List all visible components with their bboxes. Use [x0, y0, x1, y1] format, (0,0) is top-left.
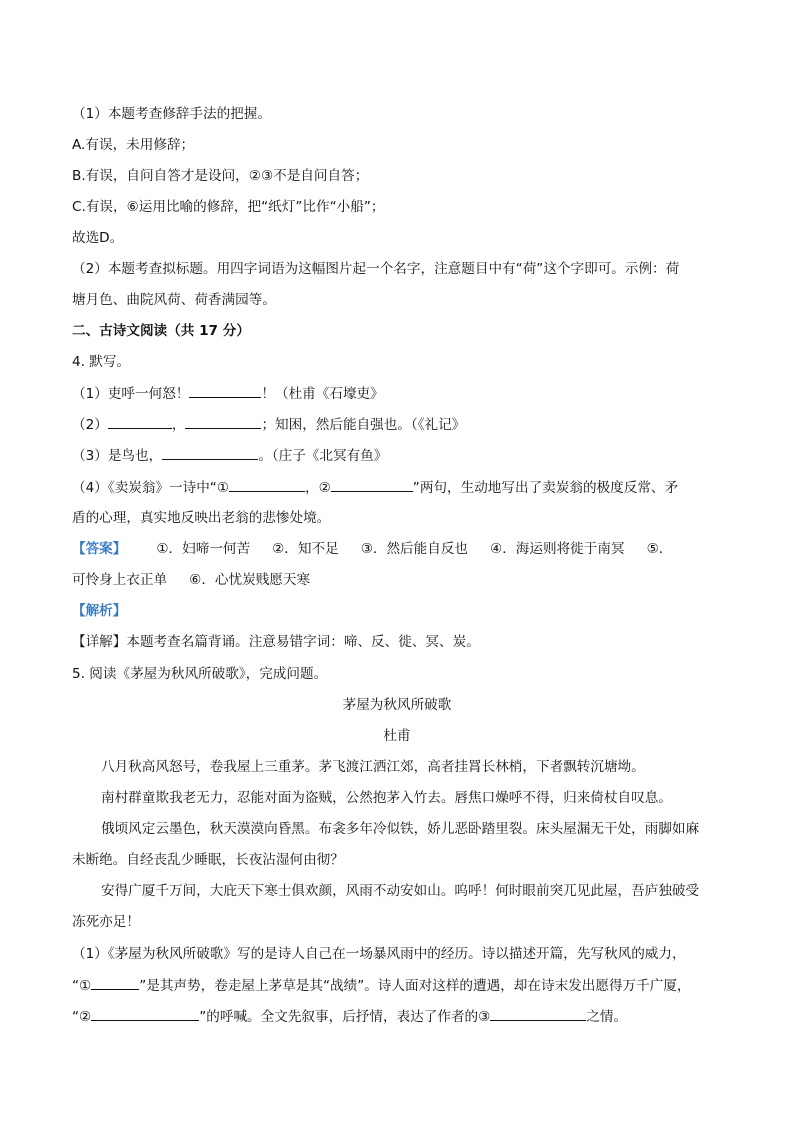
- q4-item1: [72, 383, 384, 404]
- q3-option-b: B.有误，自问自答才是设问，②③不是自问自答；: [72, 168, 369, 184]
- answer-item: ②．知不足: [272, 541, 339, 557]
- answer-blank[interactable]: [490, 1006, 586, 1021]
- poem-paragraph-2: 南村群童欺我老无力，忍能对面为盗贼，公然抱茅入竹去。唇焦口燥呼不得，归来倚杖自叹息。: [101, 790, 672, 806]
- q4-item4-pre: （4）《卖炭翁》一诗中“①: [72, 480, 230, 496]
- answer-item: ④．海运则将徙于南冥: [490, 541, 625, 557]
- q5-sub1-line3-pre: “②: [72, 1009, 92, 1025]
- q4-title: 4. 默写。: [72, 354, 131, 370]
- answer-blank[interactable]: [108, 414, 172, 429]
- answer-blank[interactable]: [331, 477, 413, 492]
- q4-item4-line2: 盾的心理，真实地反映出老翁的悲惨处境。: [72, 510, 331, 526]
- section-heading: 二、古诗文阅读（共 17 分）: [72, 323, 250, 339]
- q4-item2: [72, 414, 465, 435]
- q5-title: 5. 阅读《茅屋为秋风所破歌》，完成问题。: [72, 666, 328, 682]
- answer-item: ⑥．心忧炭贱愿天寒: [189, 572, 311, 588]
- q4-item4: [72, 477, 678, 498]
- q3-option-a: A.有误，未用修辞；: [72, 137, 195, 153]
- q4-item3-post: 。（庄子《北冥有鱼》: [258, 448, 388, 464]
- q4-item4-post: ”两句，生动地写出了卖炭翁的极度反常、矛: [412, 480, 679, 496]
- q5-sub1-line2-post: ”是其声势，卷走屋上茅草是其“战绩”。诗人面对这样的遭遇，却在诗末发出愿得万千广厦，: [139, 978, 691, 994]
- answer-item: ⑤．: [646, 541, 673, 557]
- q4-item1-pre: （1）吏呼一何怒！: [72, 386, 190, 402]
- answer-blank[interactable]: [162, 445, 258, 460]
- q5-sub1-line3: [72, 1006, 627, 1027]
- answer-blank[interactable]: [185, 414, 261, 429]
- answer-item: ③．然后能自反也: [360, 541, 469, 557]
- poem-paragraph-4-line2: 冻死亦足！: [72, 914, 140, 930]
- q5-sub1-line3-post: 之情。: [586, 1009, 628, 1025]
- answer-blank[interactable]: [189, 383, 261, 398]
- poem-paragraph-1: 八月秋高风怒号，卷我屋上三重茅。茅飞渡江洒江郊，高者挂罥长林梢，下者飘转沉塘坳。: [101, 759, 645, 775]
- answers-line1: [72, 539, 672, 559]
- q3-part2-line1: （2）本题考查拟标题。用四字词语为这幅图片起一个名字，注意题目中有“荷”这个字即可。示例：荷: [72, 261, 680, 277]
- q4-item4-mid: ，②: [305, 480, 331, 496]
- q4-item1-post: ！（杜甫《石壕吏》: [261, 386, 384, 402]
- poem-paragraph-3-line1: 俄顷风定云墨色，秋天漠漠向昏黑。布衾多年冷似铁，娇儿恶卧踏里裂。床头屋漏无干处，雨脚如麻: [101, 821, 700, 837]
- q4-item2-pre: （2）: [72, 417, 108, 433]
- q4-item2-mid: ，: [171, 417, 186, 433]
- q3-option-c: C.有误，⑥运用比喻的修辞，把“纸灯”比作“小船”；: [72, 199, 385, 215]
- answer-blank[interactable]: [229, 477, 305, 492]
- q5-sub1-line2: [72, 975, 691, 996]
- detail-line: 【详解】本题考查名篇背诵。注意易错字词：啼、反、徙、冥、炭。: [72, 634, 480, 650]
- poem-paragraph-4-line1: 安得广厦千万间，大庇天下寒士俱欢颜，风雨不动安如山。呜呼！何时眼前突兀见此屋，吾庐独破受: [101, 883, 700, 899]
- poem-title: 茅屋为秋风所破歌: [342, 697, 452, 713]
- q5-sub1-line1: （1）《茅屋为秋风所破歌》写的是诗人自己在一场暴风雨中的经历。诗以描述开篇，先写秋风的威力，: [72, 946, 686, 962]
- q3-choose: 故选D。: [72, 230, 124, 246]
- analysis-tag: 【解析】: [72, 603, 127, 619]
- q4-item3-pre: （3）是鸟也，: [72, 448, 163, 464]
- answer-item: 可怜身上衣正单: [72, 572, 168, 588]
- q5-sub1-line2-pre: “①: [72, 978, 92, 994]
- q5-sub1-line3-mid: ”的呼喊。全文先叙事，后抒情，表达了作者的③: [199, 1009, 491, 1025]
- answer-blank[interactable]: [91, 975, 139, 990]
- q3-part1-intro: （1）本题考查修辞手法的把握。: [72, 106, 271, 122]
- answers-line2: [72, 570, 310, 590]
- answer-tag: 【答案】: [72, 541, 127, 557]
- poem-paragraph-3-line2: 未断绝。自经丧乱少睡眠，长夜沾湿何由彻？: [72, 852, 344, 868]
- answer-item: ①．妇啼一何苦: [156, 541, 251, 557]
- answer-blank[interactable]: [91, 1006, 199, 1021]
- q3-part2-line2: 塘月色、曲院风荷、荷香满园等。: [72, 292, 276, 308]
- poem-author: 杜甫: [383, 728, 411, 744]
- q4-item2-post: ；知困，然后能自强也。（《礼记》: [261, 417, 466, 433]
- q4-item3: [72, 445, 387, 466]
